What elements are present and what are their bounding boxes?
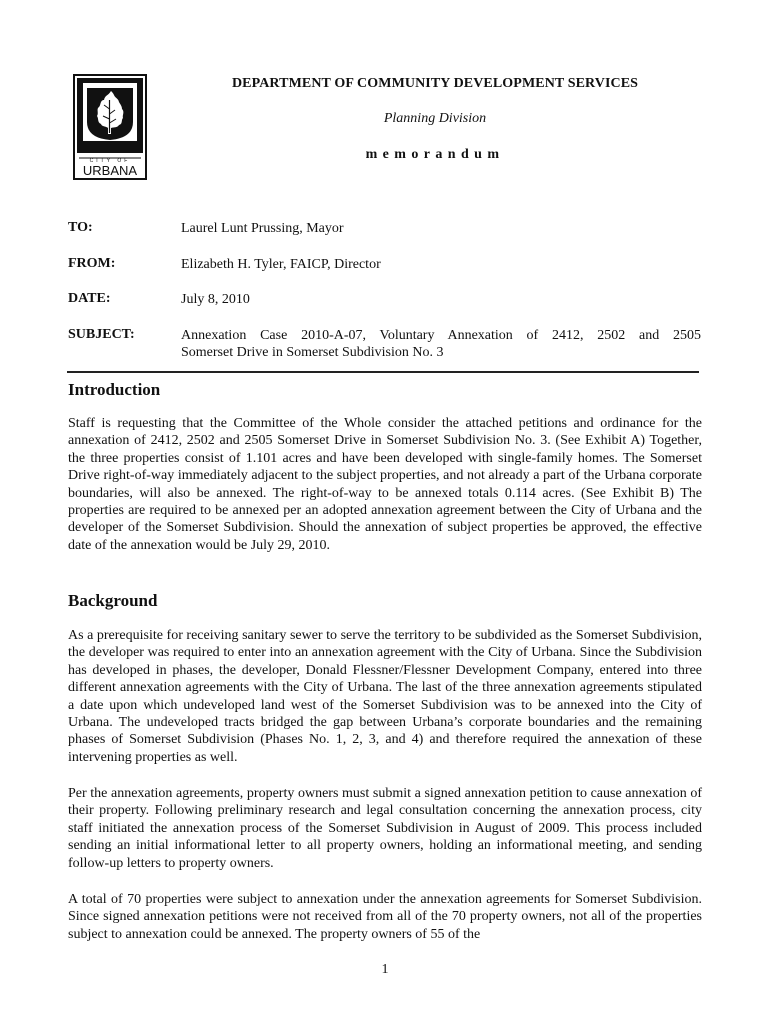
logo-urbana-text: URBANA	[82, 163, 138, 178]
introduction-heading: Introduction	[68, 380, 161, 399]
page-number: 1	[381, 962, 389, 977]
background-heading: Background	[68, 591, 158, 610]
date-label: DATE:	[68, 291, 111, 306]
subject-value-line-1: Annexation Case 2010-A-07, Voluntary Annexation of 2412, 2502 and 2505	[181, 328, 701, 343]
division-name: Planning Division	[383, 111, 487, 126]
to-label: TO:	[68, 220, 93, 235]
background-paragraph-2: Per the annexation agreements, property owners must submit a signed annexation petition to cause annexation of their property. Following preliminary research and legal consultation concerning the annexation process, city staff initiated the annexation process of the Somerset Subdivision in August of 2009. This process included sending an initial informational letter to all property owners, holding an informational meeting, and sending follow-up letters to property owners.	[68, 786, 702, 871]
logo-city-of-text: CITY OF	[89, 158, 131, 164]
memorandum-label: memorandum	[365, 147, 505, 162]
header-divider	[67, 371, 699, 373]
introduction-paragraph: Staff is requesting that the Committee of the Whole consider the attached petitions and ordinance for the annexation of 2412, 2502 and 2505 Somerset Drive in Somerset Subdivision No. 3. (See Exhibit A) Together, the three properties consist of 1.101 acres and have been developed with single-family homes. The Somerset Drive right-of-way immediately adjacent to the subject properties, and not already a part of the Urbana corporate boundaries, will also be annexed. The right-of-way to be annexed totals 0.114 acres. (See Exhibit B) The properties are required to be annexed per an adopted annexation agreement between the City of Urbana and the developer of the Somerset Subdivision. Should the annexation of subject properties be approved, the effective date of the annexation would be July 29, 2010.	[68, 416, 702, 553]
subject-value-line-2: Somerset Drive in Somerset Subdivision No. 3	[181, 345, 444, 360]
city-of-urbana-logo	[73, 74, 147, 180]
from-label: FROM:	[68, 256, 116, 271]
oak-leaf-icon	[75, 76, 145, 178]
date-value: July 8, 2010	[181, 292, 250, 307]
from-value: Elizabeth H. Tyler, FAICP, Director	[181, 257, 381, 272]
background-paragraph-1: As a prerequisite for receiving sanitary sewer to serve the territory to be subdivided as the Somerset Subdivision, the developer was required to enter into an annexation agreement with the City of Urbana. Since the Subdivision has developed in phases, the developer, Donald Flessner/Flessner Development Company, entered into three different annexation agreements with the City of Urbana. The last of the three annexation agreements stipulated a date upon which undeveloped land west of the Somerset Subdivision was to be annexed into the City of Urbana. The undeveloped tracts bridged the gap between Urbana’s corporate boundaries and the remaining phases of Somerset Subdivision (Phases No. 1, 2, 3, and 4) and therefore required the annexation of these intervening properties as well.	[68, 628, 702, 765]
department-title: DEPARTMENT OF COMMUNITY DEVELOPMENT SERVICES	[231, 76, 639, 91]
background-paragraph-3: A total of 70 properties were subject to annexation under the annexation agreements for Somerset Subdivision. Since signed annexation petitions were not received from all of the 70 property owners, not all of the properties subject to annexation could be annexed. The property owners of 55 of the	[68, 892, 702, 942]
to-value: Laurel Lunt Prussing, Mayor	[181, 221, 344, 236]
subject-label: SUBJECT:	[68, 327, 135, 342]
